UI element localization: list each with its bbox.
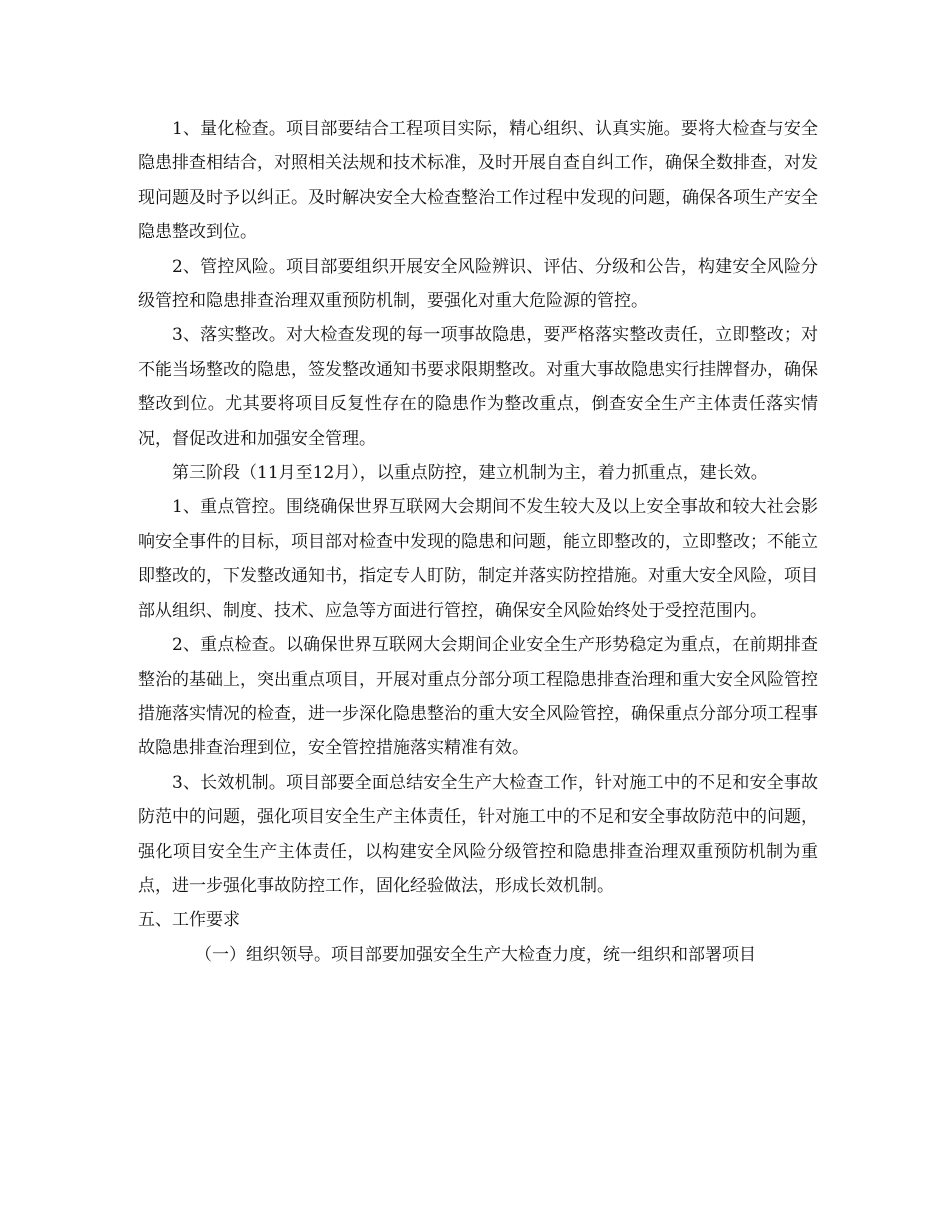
paragraph-organization-leadership: （一）组织领导。项目部要加强安全生产大检查力度，统一组织和部署项目 <box>195 944 756 965</box>
paragraph-rectification: 3、落实整改。对大检查发现的每一项事故隐患，要严格落实整改责任，立即整改；对不能当场整改的隐患，签发整改通知书要求限期整改。对重大事故隐患实行挂牌督办，确保整改到位。尤其要将项目反复性存在的隐患作为整改重点，倒查安全生产主体责任落实情况，督促改进和加强安全管理。 <box>138 325 818 449</box>
document-body <box>138 112 818 972</box>
paragraph-phase-three: 第三阶段（11月至12月），以重点防控，建立机制为主，着力抓重点，建长效。 <box>172 463 768 484</box>
section-heading-work-requirements: 五、工作要求 <box>138 910 240 931</box>
paragraph-key-inspection: 2、重点检查。以确保世界互联网大会期间企业安全生产形势稳定为重点，在前期排查整治的基础上，突出重点项目，开展对重点分部分项工程隐患排查治理和重大安全风险管控措施落实情况的检查，进一步深化隐患整治的重大安全风险管控，确保重点分部分项工程事故隐患排查治理到位，安全管控措施落实精准有效。 <box>138 635 818 759</box>
paragraph-key-control: 1、重点管控。围绕确保世界互联网大会期间不发生较大及以上安全事故和较大社会影响安全事件的目标，项目部对检查中发现的隐患和问题，能立即整改的，立即整改；不能立即整改的，下发整改通知书，指定专人盯防，制定并落实防控措施。对重大安全风险，项目部从组织、制度、技术、应急等方面进行管控，确保安全风险始终处于受控范围内。 <box>138 497 818 621</box>
paragraph-long-term-mechanism: 3、长效机制。项目部要全面总结安全生产大检查工作，针对施工中的不足和安全事故防范中的问题，强化项目安全生产主体责任，针对施工中的不足和安全事故防范中的问题，强化项目安全生产主体责任，以构建安全风险分级管控和隐患排查治理双重预防机制为重点，进一步强化事故防控工作，固化经验做法，形成长效机制。 <box>138 772 818 896</box>
paragraph-risk-control: 2、管控风险。项目部要组织开展安全风险辨识、评估、分级和公告，构建安全风险分级管控和隐患排查治理双重预防机制，要强化对重大危险源的管控。 <box>138 256 818 312</box>
paragraph-quantified-inspection: 1、量化检查。项目部要结合工程项目实际，精心组织、认真实施。要将大检查与安全隐患排查相结合，对照相关法规和技术标准，及时开展自查自纠工作，确保全数排查，对发现问题及时予以纠正。及时解决安全大检查整治工作过程中发现的问题，确保各项生产安全隐患整改到位。 <box>138 119 818 243</box>
